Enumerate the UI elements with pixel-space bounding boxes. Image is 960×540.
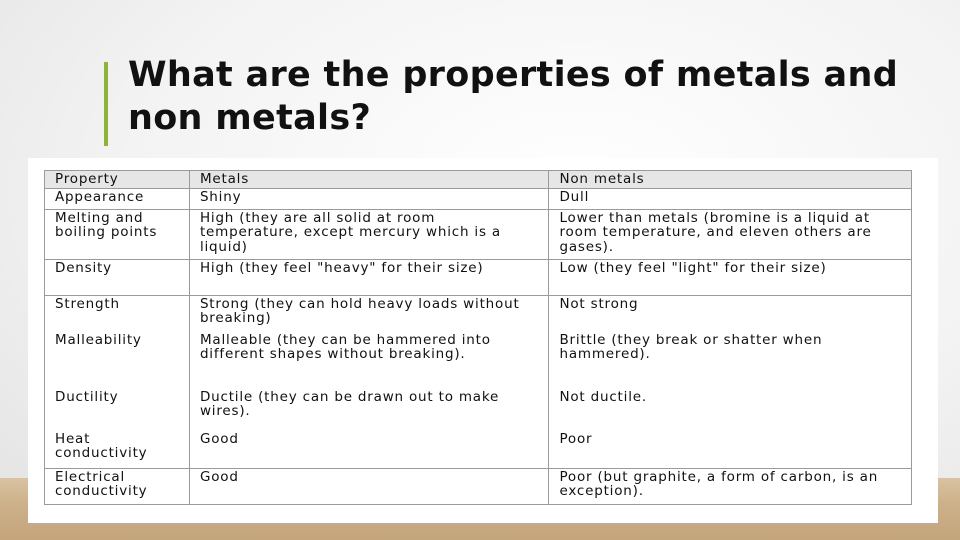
cell-property: Electrical conductivity (45, 468, 190, 504)
title-accent-bar (104, 62, 108, 146)
cell-property-group (45, 295, 190, 468)
cell-property: Strength (55, 295, 120, 312)
cell-non-metals: Low (they feel "light" for their size) (549, 259, 912, 295)
cell-metals: Good (189, 468, 549, 504)
cell-metals: Shiny (189, 188, 549, 209)
cell-non-metals: Poor (559, 430, 593, 447)
table-header-row (45, 171, 912, 189)
slide-title: What are the properties of metals and non metals? (128, 55, 899, 138)
cell-metals: Ductile (they can be drawn out to make wires). (199, 388, 500, 419)
cell-property: Malleability (55, 331, 142, 348)
cell-non-metals: Not ductile. (559, 388, 647, 405)
header-property: Property (45, 171, 190, 189)
table-row (45, 209, 912, 259)
header-metals: Metals (189, 171, 549, 189)
cell-non-metals: Lower than metals (bromine is a liquid at room temperature, and eleven others are gases). (549, 209, 912, 259)
table-row (45, 259, 912, 295)
cell-property: Appearance (45, 188, 190, 209)
cell-property: Melting and boiling points (45, 209, 190, 259)
cell-metals-group (189, 295, 549, 468)
cell-property: Ductility (55, 388, 119, 405)
cell-non-metals: Poor (but graphite, a form of carbon, is an exception). (549, 468, 912, 504)
cell-property: Density (45, 259, 190, 295)
cell-metals: Good (199, 430, 239, 447)
cell-metals: Malleable (they can be hammered into different shapes without breaking). (199, 331, 491, 362)
cell-property: Heat conductivity (55, 430, 148, 461)
cell-metals: High (they feel "heavy" for their size) (189, 259, 549, 295)
table-row-group (45, 295, 912, 468)
properties-table (44, 170, 912, 505)
cell-non-metals: Dull (549, 188, 912, 209)
table-panel (28, 158, 938, 523)
cell-non-metals: Not strong (559, 295, 639, 312)
table-row (45, 468, 912, 504)
cell-metals: Strong (they can hold heavy loads without breaking) (199, 295, 520, 326)
header-non-metals: Non metals (549, 171, 912, 189)
cell-non-metals-group (549, 295, 912, 468)
table-row (45, 188, 912, 209)
cell-metals: High (they are all solid at room temperature, except mercury which is a liquid) (189, 209, 549, 259)
cell-non-metals: Brittle (they break or shatter when hammered). (559, 331, 823, 362)
